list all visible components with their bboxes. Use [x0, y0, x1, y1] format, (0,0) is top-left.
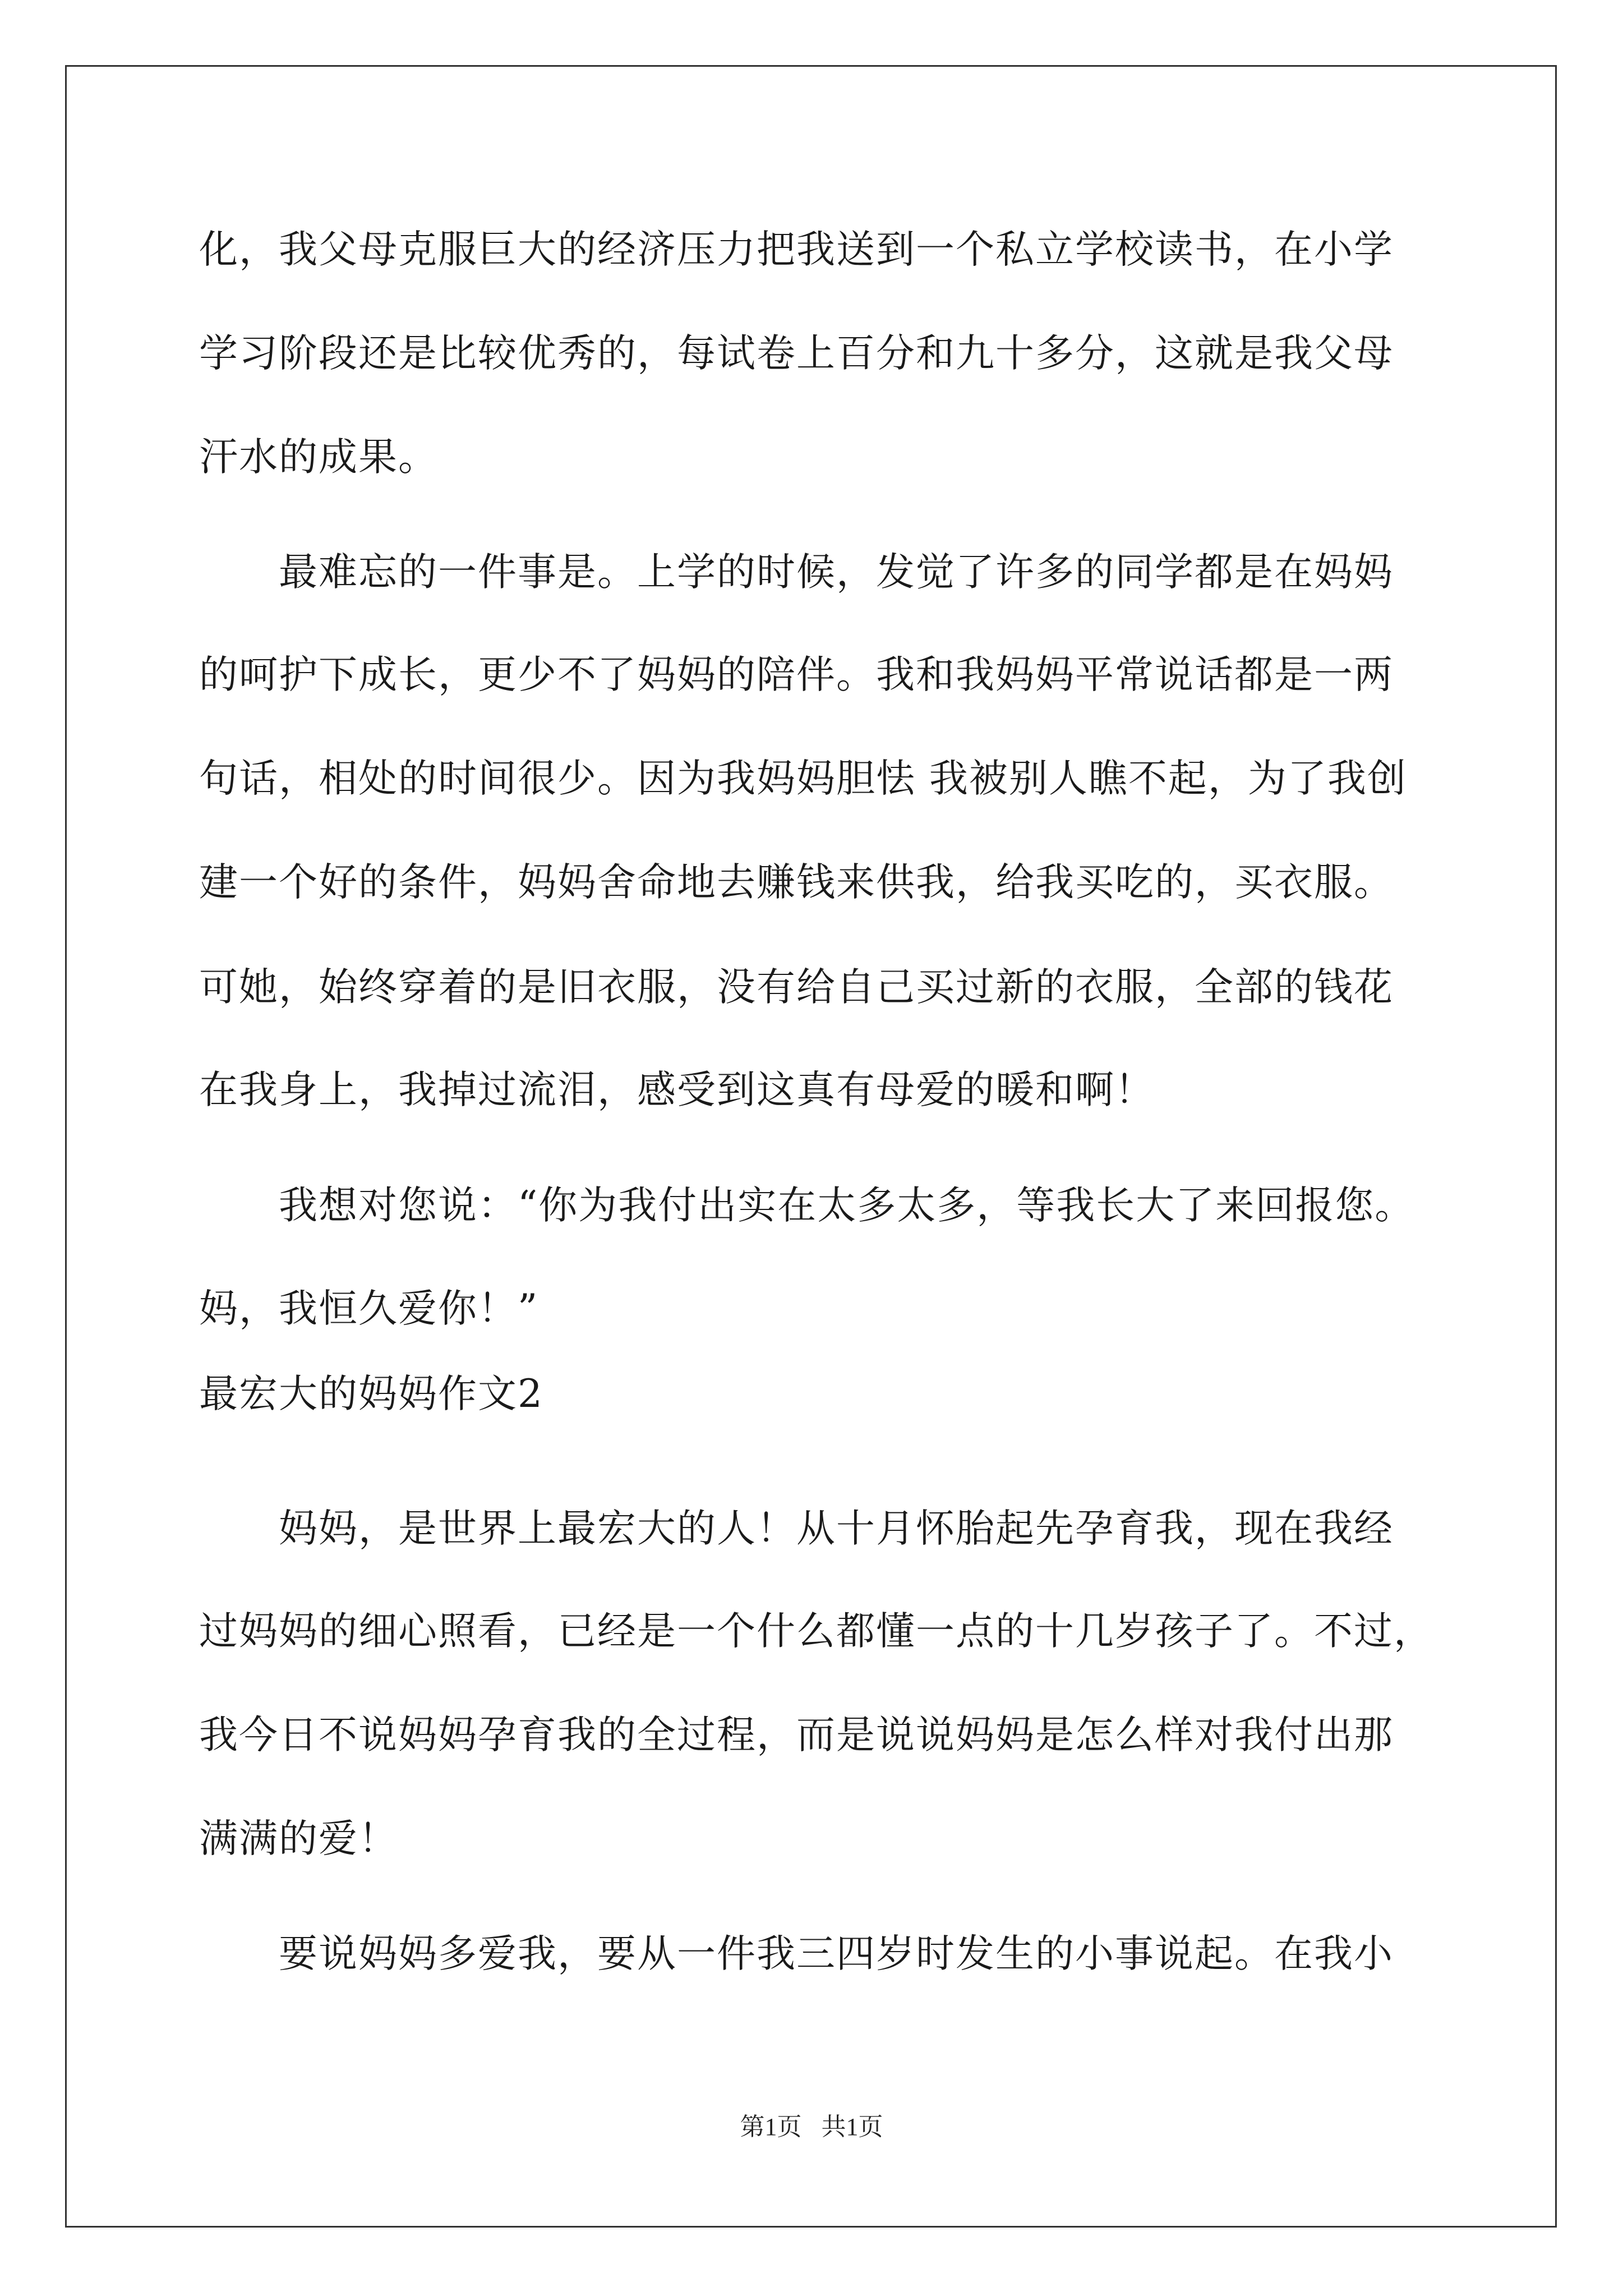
- text-line: 妈妈，是世界上最宏大的人！从十月怀胎起先孕育我，现在我经: [199, 1506, 1394, 1551]
- page-footer: [0, 2110, 1623, 2144]
- section-heading: 最宏大的妈妈作文2: [199, 1372, 543, 1416]
- text-line: 满满的爱！: [199, 1816, 398, 1861]
- text-line: 可她，始终穿着的是旧衣服，没有给自己买过新的衣服，全部的钱花: [199, 965, 1394, 1010]
- text-line: 要说妈妈多爱我，要从一件我三四岁时发生的小事说起。在我小: [199, 1931, 1394, 1976]
- page-total: 共1页: [821, 2113, 883, 2141]
- text-line: 句话，相处的时间很少。因为我妈妈胆怯 我被别人瞧不起，为了我创: [199, 756, 1407, 801]
- text-line: 的呵护下成长，更少不了妈妈的陪伴。我和我妈妈平常说话都是一两: [199, 652, 1394, 697]
- text-line: 最难忘的一件事是。上学的时候，发觉了许多的同学都是在妈妈: [199, 550, 1394, 595]
- text-line: 建一个好的条件，妈妈舍命地去赚钱来供我，给我买吃的，买衣服。: [199, 860, 1394, 905]
- text-line: 化，我父母克服巨大的经济压力把我送到一个私立学校读书，在小学: [199, 227, 1394, 272]
- page-border: [65, 65, 1557, 2228]
- text-line: 妈，我恒久爱你！”: [199, 1286, 539, 1331]
- text-line: 学习阶段还是比较优秀的，每试卷上百分和九十多分，这就是我父母: [199, 331, 1394, 376]
- text-line: 过妈妈的细心照看，已经是一个什么都懂一点的十几岁孩子了。不过，: [199, 1609, 1433, 1654]
- text-line: 在我身上，我掉过流泪，感受到这真有母爱的暖和啊！: [199, 1068, 1155, 1112]
- text-line: 汗水的成果。: [199, 435, 438, 480]
- text-line: 我想对您说：“你为我付出实在太多太多，等我长大了来回报您。: [199, 1183, 1415, 1228]
- text-line: 我今日不说妈妈孕育我的全过程，而是说说妈妈是怎么样对我付出那: [199, 1713, 1394, 1757]
- page-number: 第1页: [740, 2113, 802, 2141]
